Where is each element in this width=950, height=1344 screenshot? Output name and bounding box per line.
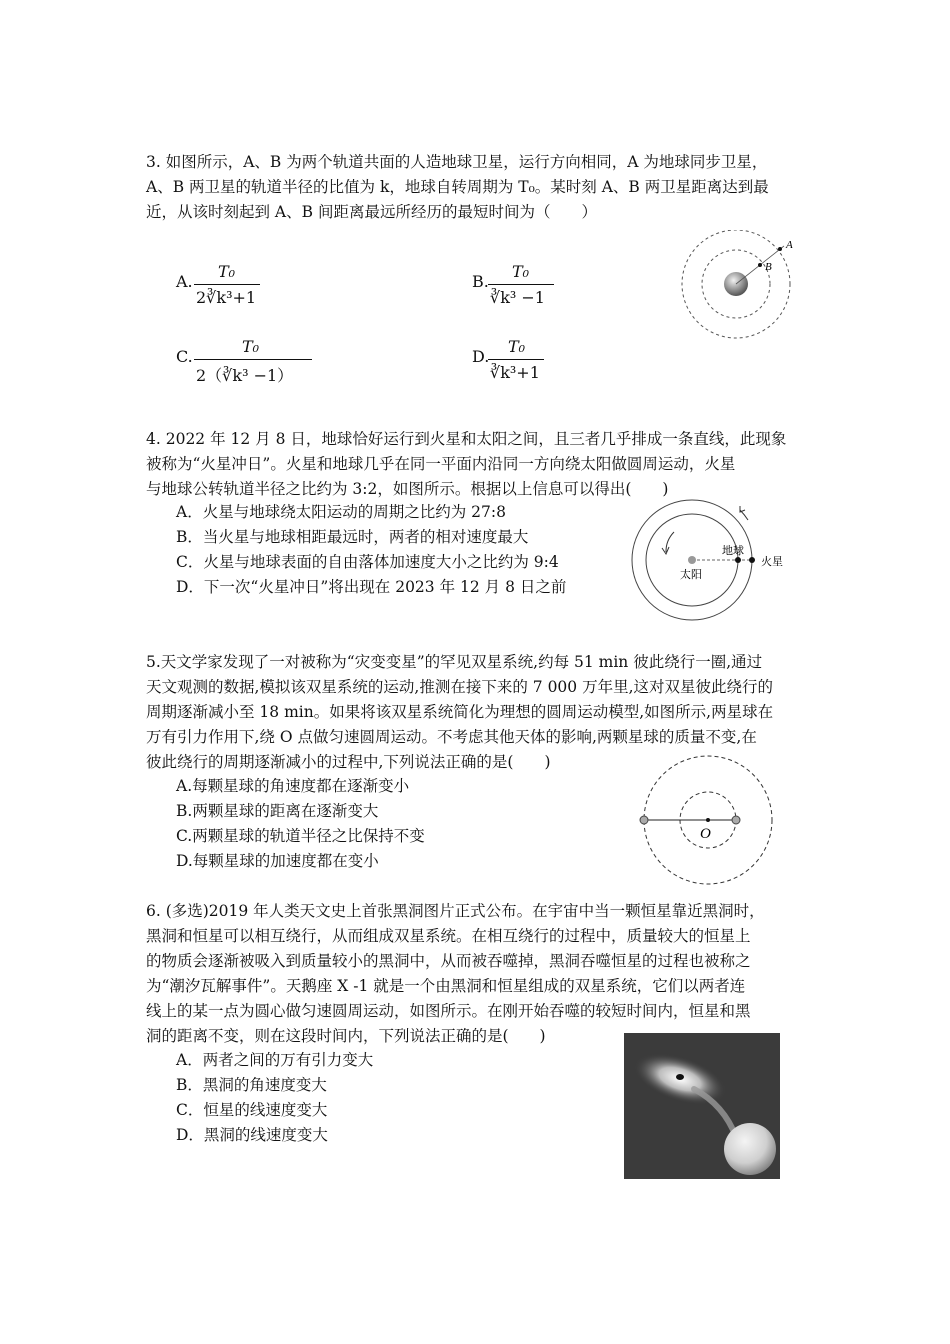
q5-line-3: 周期逐渐减小至 18 min。如果将该双星系统简化为理想的圆周运动模型,如图所示,两星球在 <box>146 703 774 721</box>
q4-option-b: B．当火星与地球相距最远时，两者的相对速度最大 <box>176 528 529 546</box>
arrow-head <box>662 547 669 554</box>
q3-option-c-denominator: 2（∛k³ −1） <box>196 366 294 385</box>
q3-option-b-numerator: T₀ <box>512 262 530 281</box>
q5-option-d: D.每颗星球的加速度都在变小 <box>176 852 379 870</box>
q4-line-2: 被称为“火星冲日”。火星和地球几乎在同一平面内沿同一方向绕太阳做圆周运动，火星 <box>146 455 736 473</box>
q4-option-c: C．火星与地球表面的自由落体加速度大小之比约为 9:4 <box>176 553 559 571</box>
mars-label: 火星 <box>761 555 783 568</box>
q6-line-1: 6. (多选)2019 年人类天文史上首张黑洞图片正式公布。在宇宙中当一颗恒星靠近黑洞时， <box>146 902 765 920</box>
q3-option-b-label: B. <box>472 272 489 291</box>
q5-line-1: 5.天文学家发现了一对被称为“灾变变星”的罕见双星系统,约每 51 min 彼此绕行一圈,通过 <box>146 653 763 671</box>
q4-orbit-figure <box>630 496 800 622</box>
q5-line-4: 万有引力作用下,绕 O 点做匀速圆周运动。不考虑其他天体的影响,两颗星球的质量不变,在 <box>146 728 757 746</box>
q3-option-d-label: D. <box>472 347 490 366</box>
q6-line-4: 为“潮汐瓦解事件”。天鹅座 X -1 就是一个由黑洞和恒星组成的双星系统，它们以两者连 <box>146 977 746 995</box>
satellite-b-dot <box>758 263 762 267</box>
fraction-bar <box>194 284 260 285</box>
center-label: O <box>700 826 711 842</box>
mars-dot <box>749 557 755 563</box>
q6-line-6: 洞的距离不变，则在这段时间内，下列说法正确的是( ) <box>146 1027 546 1045</box>
q3-option-c-label: C. <box>176 347 193 366</box>
q5-option-a: A.每颗星球的角速度都在逐渐变小 <box>176 777 410 795</box>
q5-option-c: C.两颗星球的轨道半径之比保持不变 <box>176 827 425 845</box>
q6-option-a: A．两者之间的万有引力变大 <box>176 1051 374 1069</box>
q3-line-1: 3. 如图所示，A、B 为两个轨道共面的人造地球卫星，运行方向相同，A 为地球同步卫星， <box>146 153 768 171</box>
q3-option-c-numerator: T₀ <box>242 337 260 356</box>
q3-orbit-figure <box>676 230 816 342</box>
q3-option-a-denominator: 2∛k³+1 <box>196 288 257 307</box>
earth-direction-arrow <box>666 532 674 552</box>
sun-icon <box>688 556 696 564</box>
sun-label: 太阳 <box>680 568 702 581</box>
q3-option-b-denominator: ∛k³ −1 <box>490 288 545 307</box>
q3-line-3: 近，从该时刻起到 A、B 间距离最远所经历的最短时间为（ ） <box>146 203 597 221</box>
q3-option-d-denominator: ∛k³+1 <box>490 363 540 382</box>
q6-option-d: D．黑洞的线速度变大 <box>176 1126 328 1144</box>
label-a: A <box>786 239 793 251</box>
q6-line-5: 线上的某一点为圆心做匀速圆周运动，如图所示。在刚开始吞噬的较短时间内，恒星和黑 <box>146 1002 751 1020</box>
q4-line-3: 与地球公转轨道半径之比约为 3:2，如图所示。根据以上信息可以得出( ) <box>146 480 669 498</box>
q5-line-5: 彼此绕行的周期逐渐减小的过程中,下列说法正确的是( ) <box>146 753 551 771</box>
q6-option-c: C．恒星的线速度变大 <box>176 1101 328 1119</box>
star-icon <box>724 1123 776 1175</box>
star-2-icon <box>732 816 740 824</box>
q4-option-d: D．下一次“火星冲日”将出现在 2023 年 12 月 8 日之前 <box>176 578 567 596</box>
q5-binary-star-figure <box>632 752 778 886</box>
q5-line-2: 天文观测的数据,模拟该双星系统的运动,推测在接下来的 7 000 万年里,这对双星彼此绕行的 <box>146 678 774 696</box>
q5-option-b: B.两颗星球的距离在逐渐变大 <box>176 802 379 820</box>
q3-line-2: A、B 两卫星的轨道半径的比值为 k，地球自转周期为 T₀。某时刻 A、B 两卫星距离达到最 <box>146 178 769 196</box>
star-1-icon <box>640 816 648 824</box>
center-dot <box>706 818 710 822</box>
label-b: B <box>765 261 772 273</box>
fraction-bar <box>488 359 544 360</box>
fraction-bar <box>488 284 554 285</box>
q3-option-a-label: A. <box>176 272 193 291</box>
earth-dot <box>735 557 741 563</box>
earth-label: 地球 <box>722 544 744 557</box>
q6-line-2: 黑洞和恒星可以相互绕行，从而组成双星系统。在相互绕行的过程中，质量较大的恒星上 <box>146 927 751 945</box>
q6-black-hole-image <box>624 1033 780 1179</box>
fraction-bar <box>194 359 312 360</box>
q6-option-b: B．黑洞的角速度变大 <box>176 1076 327 1094</box>
q4-line-1: 4. 2022 年 12 月 8 日，地球恰好运行到火星和太阳之间，且三者几乎排成一条直线，此现象 <box>146 430 787 448</box>
q3-option-a-numerator: T₀ <box>218 262 236 281</box>
satellite-a-dot <box>778 247 782 251</box>
black-hole-icon <box>676 1074 684 1080</box>
q6-line-3: 的物质会逐渐被吸入到质量较小的黑洞中，从而被吞噬掉，黑洞吞噬恒星的过程也被称之 <box>146 952 751 970</box>
q4-option-a: A．火星与地球绕太阳运动的周期之比约为 27:8 <box>176 503 506 521</box>
q3-option-d-numerator: T₀ <box>508 337 526 356</box>
